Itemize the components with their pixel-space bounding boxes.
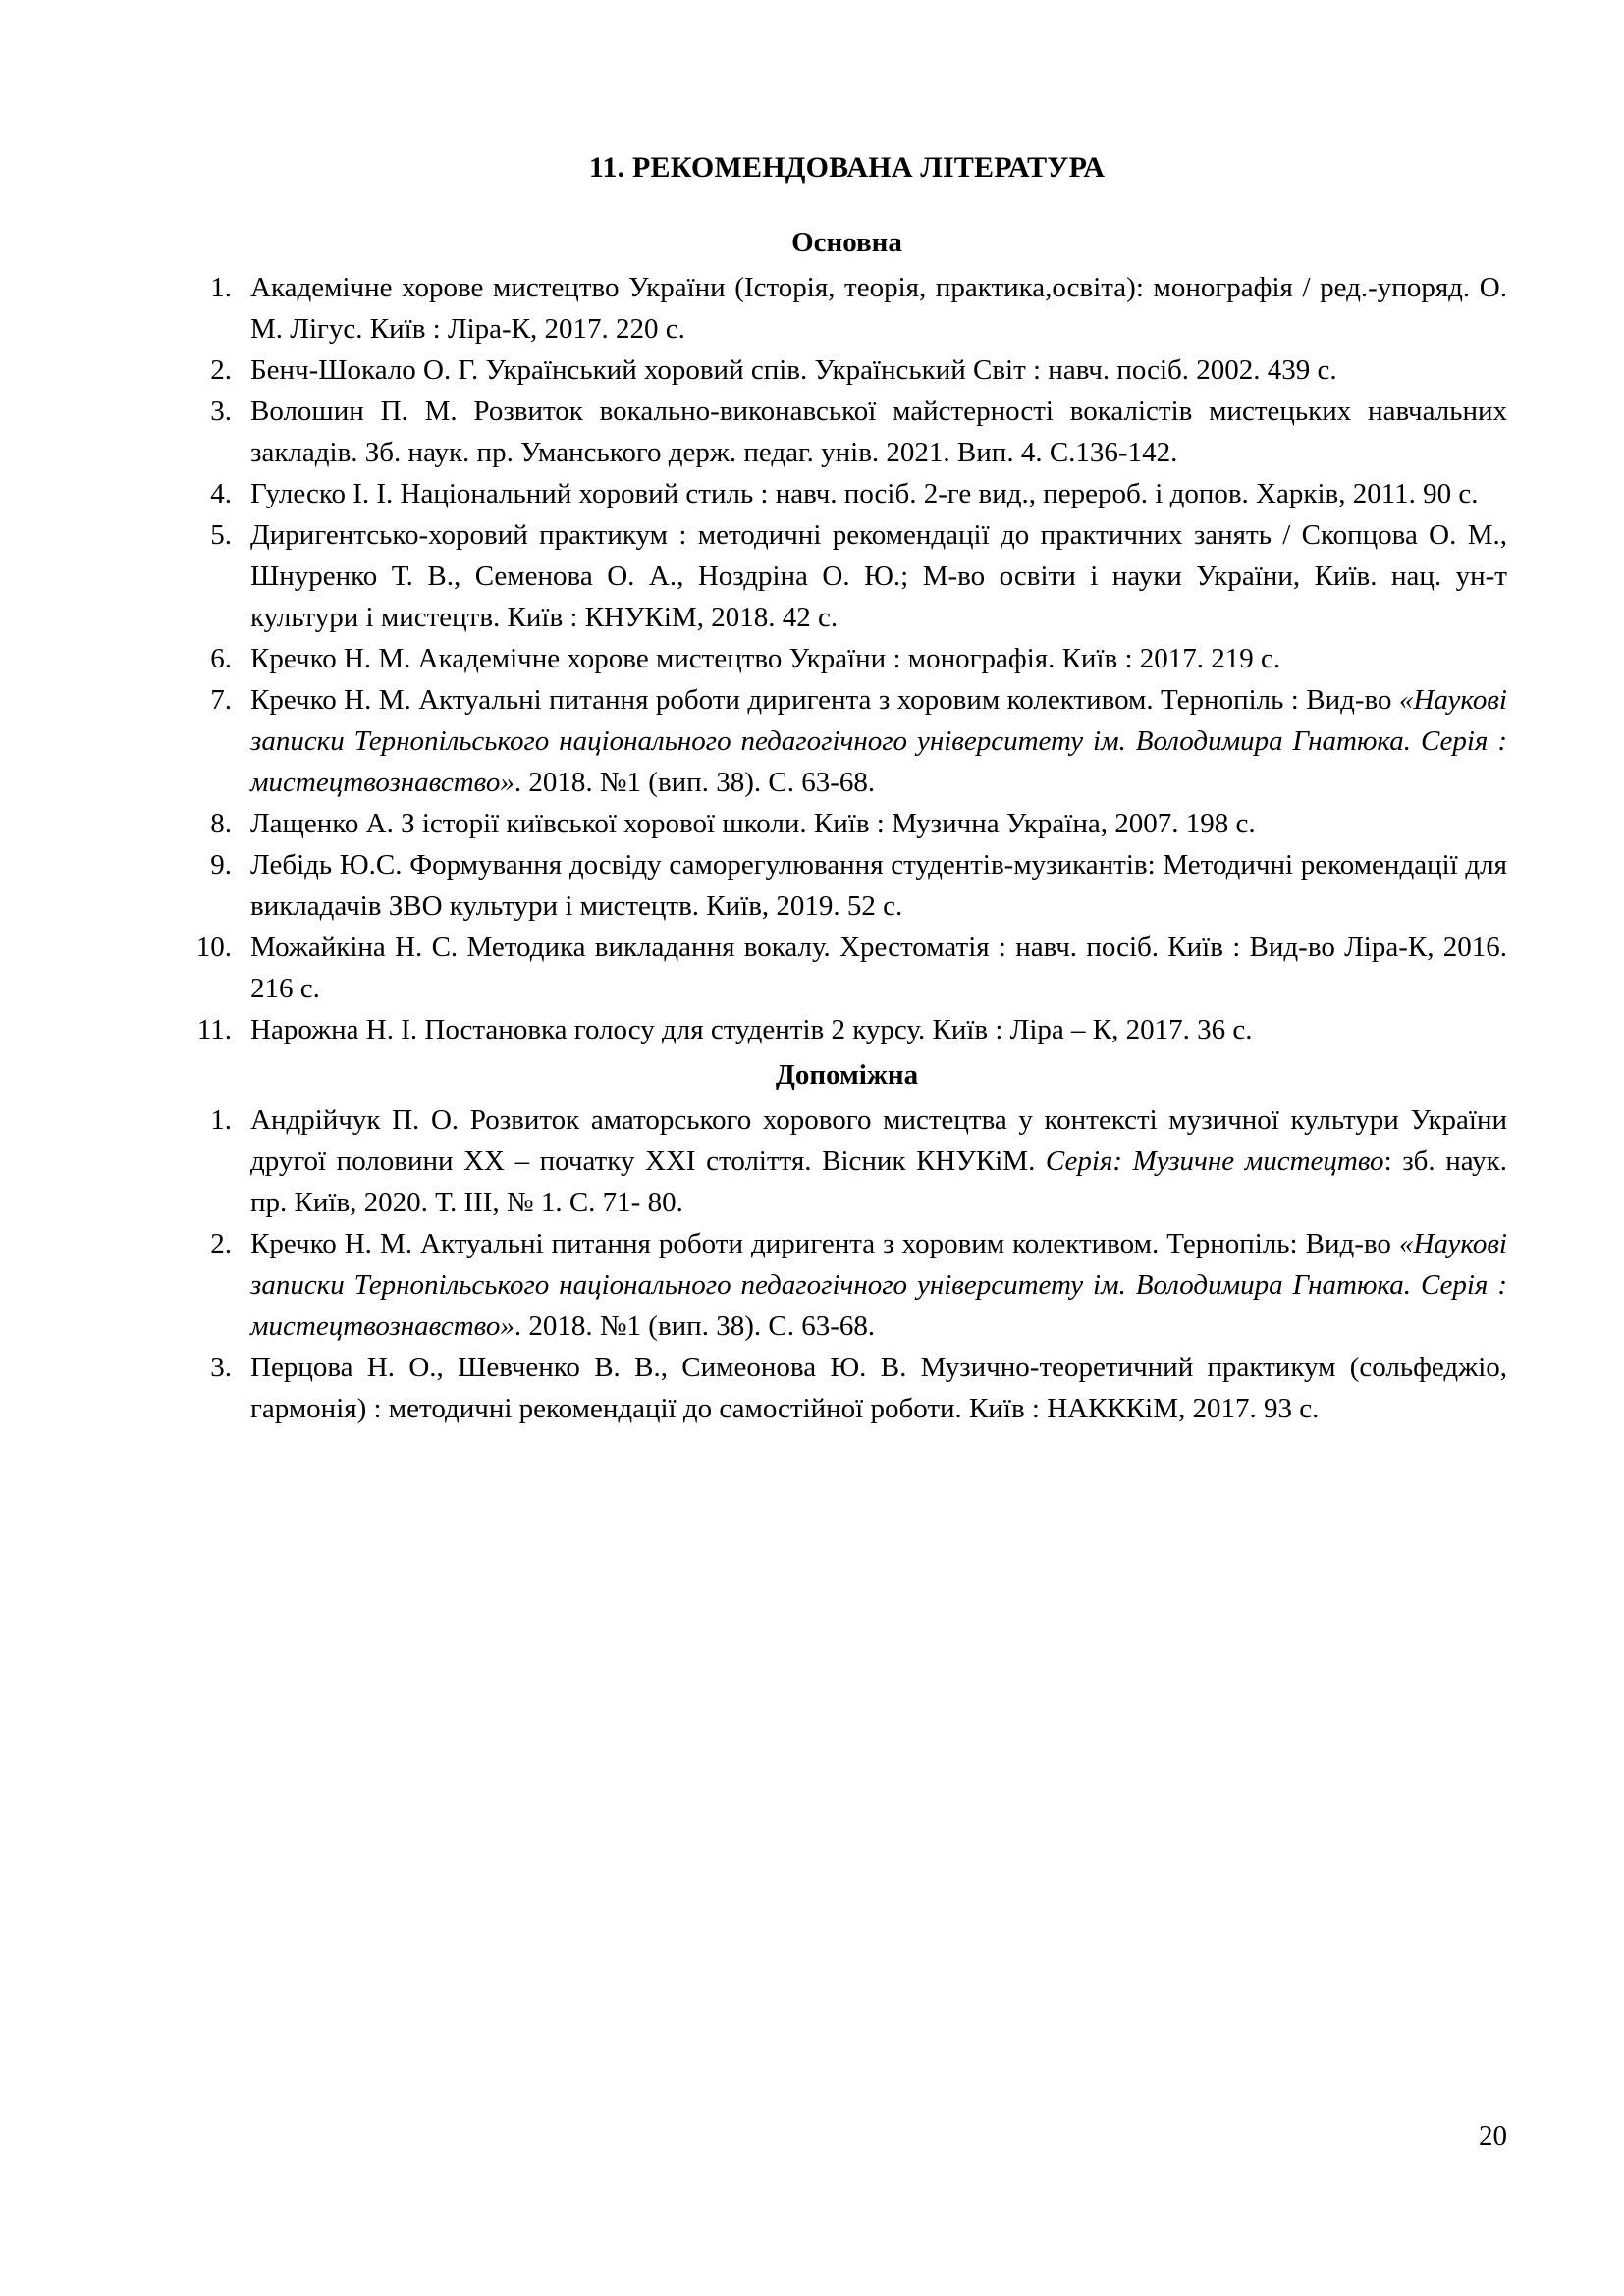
bibliography-list-primary [187, 267, 1507, 1050]
bibliography-entry-text: Лебідь Ю.С. Формування досвіду саморегулювання студентів-музикантів: Методичні рекомендації для викладачів ЗВО культури і мистецтв. Київ, 2019. 52 с. [250, 849, 1507, 922]
bibliography-entry-fragment: . 2018. №1 (вип. 38). С. 63-68. [514, 767, 876, 798]
bibliography-entry [187, 1223, 1507, 1347]
bibliography-entry-fragment: Кречко Н. М. Актуальні питання роботи диригента з хоровим колективом. Тернопіль : Вид-во [250, 684, 1399, 716]
bibliography-entry-italic-fragment: Серія: Музичне мистецтво [1045, 1146, 1384, 1177]
bibliography-entry-text: Можайкіна Н. С. Методика викладання вокалу. Хрестоматія : навч. посіб. Київ : Вид-во Ліра-К, 2016. 216 с. [250, 932, 1507, 1004]
bibliography-entry-fragment: : зб. наук. пр. Київ, 2020. Т. ІІІ, № 1. С. 71- 80. [250, 1146, 1507, 1218]
bibliography-entry-text: Гулеско І. І. Національний хоровий стиль : навч. посіб. 2-ге вид., перероб. і допов. Харків, 2011. 90 с. [250, 478, 1479, 509]
section-heading-primary: Основна [791, 227, 902, 258]
bibliography-entry-text [250, 1099, 1507, 1223]
bibliography-entry-italic-fragment: «Наукові записки Тернопільського національного педагогічного університету ім. Володимира Гнатюка. Серія : мистецтвознавство» [250, 1228, 1507, 1342]
page-number: 20 [1479, 2120, 1507, 2152]
bibliography-entry [187, 1009, 1507, 1050]
bibliography-entry-text: Волошин П. М. Розвиток вокально-виконавської майстерності вокалістів мистецьких навчальних закладів. Зб. наук. пр. Уманського держ. педаг. унів. 2021. Вип. 4. С.136-142. [250, 396, 1507, 468]
bibliography-list-supplementary [187, 1099, 1507, 1429]
bibliography-entry [187, 349, 1507, 391]
bibliography-entry-text [250, 679, 1507, 803]
bibliography-entry [187, 679, 1507, 803]
section-heading-supplementary: Допоміжна [775, 1059, 919, 1091]
bibliography-entry-fragment: Андрійчук П. О. Розвиток аматорського хорового мистецтва у контексті музичної культури України другої половини ХХ – початку ХХI століття. Вісник КНУКіМ. [250, 1104, 1507, 1177]
page-content [187, 147, 1507, 1429]
bibliography-entry-text: Бенч-Шокало О. Г. Український хоровий спів. Український Світ : навч. посіб. 2002. 439 с. [250, 354, 1337, 386]
bibliography-entry-text: Нарожна Н. І. Постановка голосу для студентів 2 курсу. Київ : Ліра – К, 2017. 36 с. [250, 1014, 1253, 1045]
bibliography-entry [187, 391, 1507, 473]
bibliography-entry [187, 803, 1507, 844]
bibliography-entry [187, 1099, 1507, 1223]
bibliography-entry-text: Академічне хорове мистецтво України (Історія, теорія, практика,освіта): монографія / ред.-упоряд. О. М. Лігус. Київ : Ліра-К, 2017. 220 с. [250, 272, 1507, 345]
bibliography-entry-text: Лащенко А. З історії київської хорової школи. Київ : Музична Україна, 2007. 198 с. [250, 808, 1256, 839]
bibliography-entry-text: Кречко Н. М. Академічне хорове мистецтво України : монографія. Київ : 2017. 219 с. [250, 643, 1281, 674]
bibliography-entry [187, 1347, 1507, 1429]
bibliography-entry-fragment: . 2018. №1 (вип. 38). С. 63-68. [514, 1310, 876, 1342]
bibliography-entry [187, 844, 1507, 927]
bibliography-entry-text: Перцова Н. О., Шевченко В. В., Симеонова Ю. В. Музично-теоретичний практикум (сольфеджіо, гармонія) : методичні рекомендації до самостійної роботи. Київ : НАКККіМ, 2017. 93 с. [250, 1352, 1507, 1424]
bibliography-entry-text: Диригентсько-хоровий практикум : методичні рекомендації до практичних занять / Скопцова О. М., Шнуренко Т. В., Семенова О. А., Ноздріна О. Ю.; М-во освіти і науки України, Київ. нац. ун-т культури і мистецтв. Київ : КНУКіМ, 2018. 42 с. [250, 519, 1507, 633]
bibliography-entry [187, 473, 1507, 514]
bibliography-entry-text [250, 1223, 1507, 1347]
bibliography-entry [187, 638, 1507, 679]
bibliography-entry-italic-fragment: «Наукові записки Тернопільського національного педагогічного університету ім. Володимира Гнатюка. Серія : мистецтвознавство» [250, 684, 1507, 798]
bibliography-entry-fragment: Кречко Н. М. Актуальні питання роботи диригента з хоровим колективом. Тернопіль: Вид-во [250, 1228, 1399, 1259]
bibliography-entry [187, 267, 1507, 349]
bibliography-entry [187, 514, 1507, 638]
bibliography-entry [187, 927, 1507, 1009]
page-title: 11. РЕКОМЕНДОВАНА ЛІТЕРАТУРА [588, 151, 1106, 184]
